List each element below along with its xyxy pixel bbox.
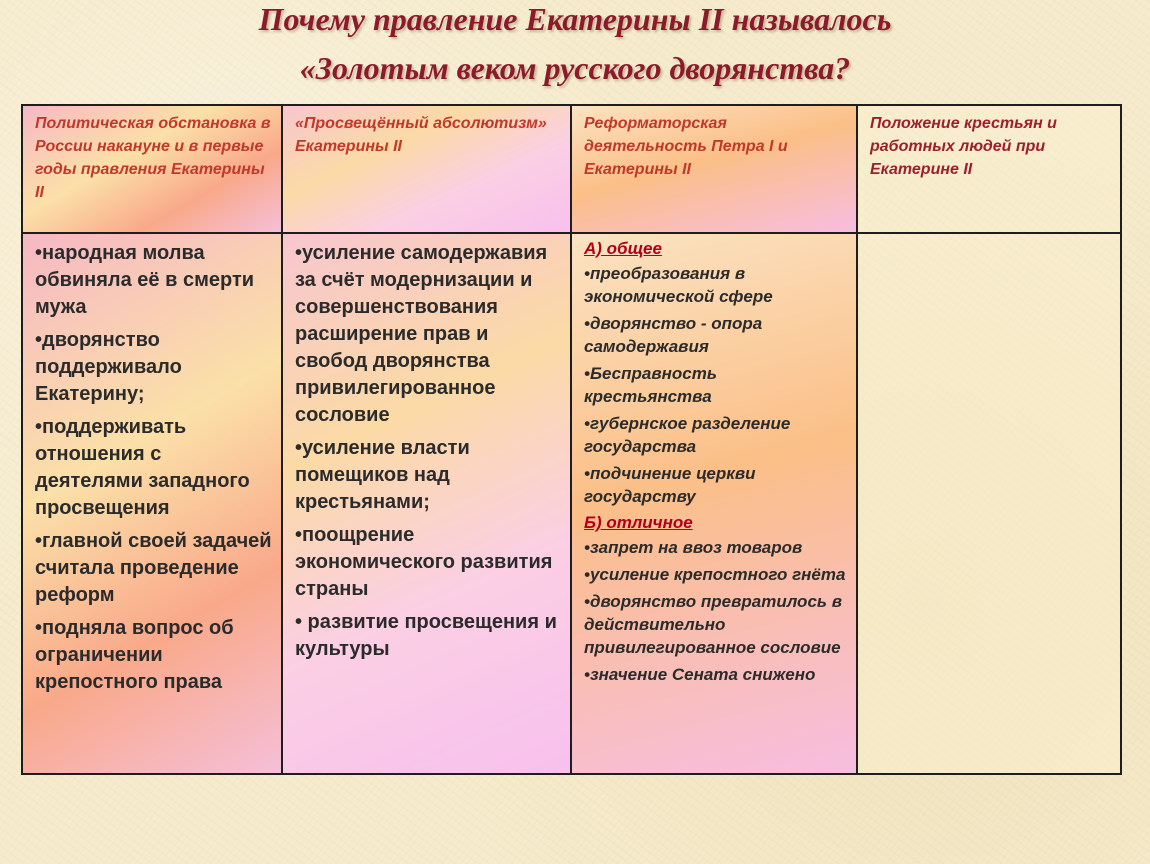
political-situation-list (35, 240, 273, 696)
comparison-table (21, 104, 1122, 775)
body-cell-political-situation (22, 233, 282, 774)
header-cell-enlightened-absolutism (282, 105, 571, 233)
different-list (584, 536, 848, 686)
list-item: •Бесправность крестьянства (584, 364, 717, 406)
absolutism-list (295, 240, 562, 663)
list-item: •дворянство поддерживало Екатерину; (35, 329, 182, 405)
list-item: •запрет на ввоз товаров (584, 538, 803, 557)
page-title-line-1: Почему правление Екатерины II называлось (258, 1, 892, 37)
body-cell-reforms (571, 233, 857, 774)
list-item: •народная молва обвиняла её в смерти мужа (35, 242, 255, 318)
header-text: Положение крестьян и работных людей при Екатерине II (870, 115, 1057, 178)
list-item: •усиление крепостного гнёта (584, 565, 846, 584)
header-text: «Просвещённый абсолютизм» Екатерины II (295, 115, 547, 155)
list-item: •преобразования в экономической сфере (584, 264, 773, 306)
list-item: •дворянство - опора самодержавия (584, 314, 763, 356)
list-item: •подчинение церкви государству (584, 464, 756, 506)
body-cell-peasants-empty (857, 233, 1121, 774)
different-subheading: Б) отличное (584, 513, 693, 532)
header-cell-political-situation (22, 105, 282, 233)
table-body-row (22, 233, 1121, 774)
body-cell-enlightened-absolutism (282, 233, 571, 774)
list-item: •дворянство превратилось в действительно привилегированное сословие (584, 592, 842, 657)
list-item: •главной своей задачей считала проведение реформ (35, 530, 272, 606)
list-item: •поддерживать отношения с деятелями западного просвещения (35, 416, 250, 519)
list-item: •губернское разделение государства (584, 414, 791, 456)
header-text: Реформаторская деятельность Петра I и Екатерины II (584, 115, 788, 178)
header-cell-reforms (571, 105, 857, 233)
table-header-row (22, 105, 1121, 233)
list-item: • развитие просвещения и культуры (295, 611, 557, 660)
list-item: •поощрение экономического развития страны (295, 524, 553, 600)
general-list (584, 262, 848, 508)
list-item: •подняла вопрос об ограничении крепостного права (35, 617, 234, 693)
list-item: •усиление власти помещиков над крестьянами; (295, 437, 470, 513)
header-cell-peasants (857, 105, 1121, 233)
list-item: •усиление самодержавия за счёт модернизации и совершенствования расширение прав и свобод дворянства привилегированное сословие (295, 242, 548, 426)
page-title-line-2: «Золотым веком русского дворянства? (299, 50, 851, 86)
list-item: •значение Сената снижено (584, 665, 816, 684)
header-text: Политическая обстановка в России накануне и в первые годы правления Екатерины II (35, 115, 271, 201)
general-subheading: А) общее (584, 239, 662, 258)
